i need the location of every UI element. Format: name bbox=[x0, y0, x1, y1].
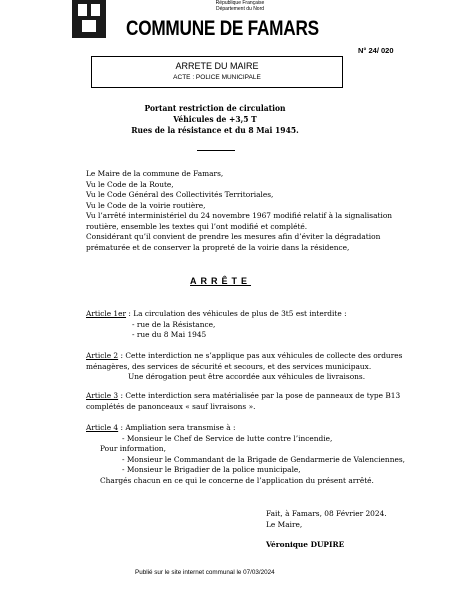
article-4-recipient-3: - Monsieur le Brigadier de la police municipale, bbox=[122, 465, 301, 474]
arrete-box-title: ARRETE DU MAIRE bbox=[175, 61, 259, 71]
subject-block bbox=[105, 104, 325, 137]
article-2-text: : Cette interdiction ne s’applique pas aux véhicules de collecte des ordures bbox=[118, 351, 403, 360]
republic-header bbox=[190, 0, 290, 12]
decision-heading: ARRÊTE bbox=[190, 276, 252, 286]
signature-block bbox=[266, 509, 387, 551]
logo-gate bbox=[82, 20, 96, 32]
article-1-street-2: - rue du 8 Mai 1945 bbox=[132, 330, 207, 339]
reference-number: N° 24/ 020 bbox=[358, 46, 394, 55]
preamble bbox=[86, 169, 393, 253]
article-1-street-1: - rue de la Résistance, bbox=[132, 319, 216, 329]
preamble-arrete-1967-cont: routière, ensemble les textes qui l’ont modifié et complété. bbox=[86, 221, 308, 231]
article-4-closing: Chargés chacun en ce qui le concerne de l’application du présent arrêté. bbox=[100, 475, 374, 485]
separator-line bbox=[197, 150, 235, 151]
preamble-code-voirie: Vu le Code de la voirie routière, bbox=[86, 200, 206, 210]
article-4-info: Pour information, bbox=[100, 444, 166, 453]
arrete-box-subtitle: ACTE : POLICE MUNICIPALE bbox=[173, 74, 261, 81]
subject-line-3: Rues de la résistance et du 8 Mai 1945. bbox=[131, 126, 299, 136]
article-3-line bbox=[86, 391, 401, 402]
article-3-text-cont: complétés de panonceaux « sauf livraisons ». bbox=[86, 401, 256, 411]
article-2-text-cont: ménagères, des services de sécurité et secours, et des services municipaux. bbox=[86, 361, 372, 371]
article-2-line bbox=[86, 351, 403, 362]
article-4-recipient-1: - Monsieur le Chef de Service de lutte contre l’incendie, bbox=[122, 433, 333, 443]
article-1 bbox=[86, 309, 368, 341]
preamble-mayor: Le Maire de la commune de Famars, bbox=[86, 169, 224, 178]
article-2 bbox=[86, 351, 403, 383]
article-2-label: Article 2 bbox=[86, 351, 119, 360]
article-3-text: : Cette interdiction sera matérialisée par la pose de panneaux de type B13 bbox=[118, 391, 401, 400]
article-4-line bbox=[86, 423, 368, 434]
subject-line-1: Portant restriction de circulation bbox=[144, 104, 286, 114]
republic-line: République Française bbox=[215, 0, 265, 6]
article-4 bbox=[86, 423, 405, 486]
article-4-text: : Ampliation sera transmise à : bbox=[118, 423, 236, 432]
commune-title: COMMUNE DE FAMARS bbox=[126, 17, 319, 40]
preamble-code-collectivites: Vu le Code Général des Collectivités Territoriales, bbox=[86, 190, 274, 199]
department-line: Département du Nord bbox=[215, 6, 265, 12]
publication-footer: Publié sur le site internet communal le 07/03/2024 bbox=[135, 569, 275, 576]
logo-tower-right bbox=[91, 4, 100, 16]
preamble-code-route: Vu le Code de la Route, bbox=[86, 179, 174, 189]
signature-name: Véronique DUPIRE bbox=[266, 540, 345, 549]
article-1-line bbox=[86, 309, 368, 320]
preamble-arrete-1967: Vu l’arrêté interministériel du 24 novembre 1967 modifié relatif à la signalisation bbox=[86, 211, 393, 220]
arrete-box bbox=[91, 56, 343, 88]
article-3 bbox=[86, 391, 401, 412]
article-4-recipient-2: - Monsieur le Commandant de la Brigade de Gendarmerie de Valenciennes, bbox=[122, 454, 405, 464]
article-3-label: Article 3 bbox=[86, 391, 119, 400]
subject-line-2: Véhicules de +3,5 T bbox=[173, 115, 257, 125]
article-1-label: Article 1er bbox=[86, 309, 127, 318]
logo-tower-left bbox=[78, 4, 87, 16]
article-2-derogation: Une dérogation peut être accordée aux véhicules de livraisons. bbox=[128, 372, 366, 381]
signature-title: Le Maire, bbox=[266, 519, 303, 529]
preamble-considerant: Considérant qu’il convient de prendre les mesures afin d’éviter la dégradation bbox=[86, 232, 381, 241]
article-4-label: Article 4 bbox=[86, 423, 119, 432]
commune-logo bbox=[72, 0, 106, 38]
signature-place-date: Fait, à Famars, 08 Février 2024. bbox=[266, 509, 387, 518]
article-1-text: : La circulation des véhicules de plus de 3t5 est interdite : bbox=[126, 309, 347, 318]
preamble-considerant-cont: prématurée et de conserver la propreté de la voirie dans la résidence, bbox=[86, 242, 350, 252]
